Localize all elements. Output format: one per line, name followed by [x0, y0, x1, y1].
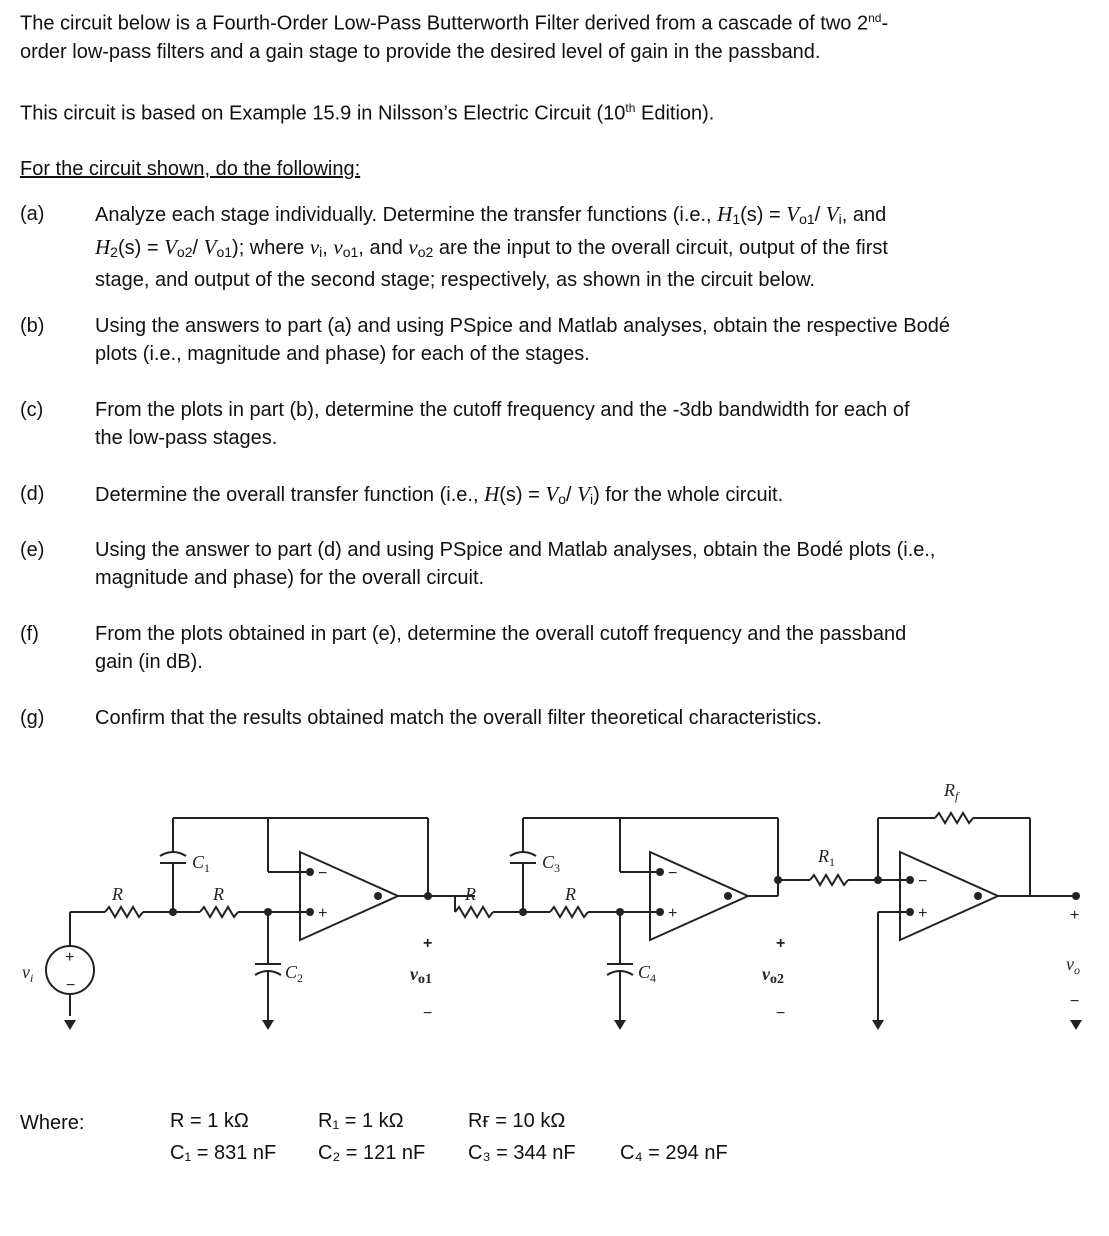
- op-amp-3: [900, 852, 998, 940]
- label-vo: $v_o$: [1066, 954, 1080, 977]
- intro-line-1: The circuit below is a Fourth-Order Low-Pass Butterworth Filter derived from a cascade of two 2nd-: [20, 11, 889, 35]
- node: [724, 892, 732, 900]
- resistor-r1: [810, 875, 848, 885]
- intro: [20, 4, 1080, 183]
- opamp1-plus: +: [318, 905, 328, 922]
- opamp2-minus: −: [668, 865, 678, 882]
- item-text: From the plots in part (b), determine the cutoff frequency and the -3db bandwidth for each of the low-pass stages.: [95, 399, 910, 449]
- item-text: Using the answers to part (a) and using PSpice and Matlab analyses, obtain the respective Bodé plots (i.e., magnitude and phase) for each of the stages.: [95, 315, 950, 365]
- item-label: (c): [20, 399, 44, 421]
- node: [264, 908, 272, 916]
- value-r: R = 1 kΩ: [170, 1110, 249, 1132]
- ground-arrow-c4: [614, 1020, 626, 1030]
- label-r1: $R_1$: [818, 846, 835, 869]
- where-label: Where:: [20, 1112, 85, 1134]
- label-c4: $C_4$: [638, 962, 657, 985]
- item-label: (e): [20, 539, 45, 561]
- vo-minus: −: [1070, 993, 1080, 1010]
- node: [374, 892, 382, 900]
- label-c3: $C_3$: [542, 852, 561, 875]
- label-r: R: [565, 884, 576, 904]
- label-c2: $C_2$: [285, 962, 304, 985]
- item-label: (b): [20, 315, 45, 337]
- intro-line-2: order low-pass filters and a gain stage to provide the desired level of gain in the passband.: [20, 40, 821, 63]
- value-rf: Rғ = 10 kΩ: [468, 1110, 566, 1132]
- item-text: From the plots obtained in part (e), determine the overall cutoff frequency and the passband gain (in dB).: [95, 623, 907, 673]
- node: [656, 908, 664, 916]
- resistor-r-1: [105, 907, 143, 917]
- item-text: Using the answer to part (d) and using PSpice and Matlab analyses, obtain the Bodé plots (i.e., magnitude and phase) for the overall circuit.: [95, 539, 936, 589]
- value-c4: C₄ = 294 nF: [620, 1142, 728, 1164]
- node: [974, 892, 982, 900]
- op-amp-2: [650, 852, 748, 940]
- item-text: Analyze each stage individually. Determine the transfer functions (i.e., $H_1(s) = V_{o1}/$ $V_i$, and $H_2(s) = V_{o2}/$ $V_{o1}$); where $v_i$, $v_{o1}$, and $v_{o2}$ are the input to the overall circuit, output of the first stage, and output of the second stage; respectively, as shown in the circuit below.: [95, 202, 888, 291]
- value-r1: R₁ = 1 kΩ: [318, 1110, 404, 1132]
- opamp2-plus: +: [668, 905, 678, 922]
- resistor-r-2: [200, 907, 238, 917]
- label-vi: $v_i$: [22, 962, 34, 985]
- vo2-plus: +: [776, 935, 786, 952]
- item-label: (d): [20, 483, 45, 505]
- item-label: (g): [20, 707, 45, 729]
- resistor-rf: [935, 813, 973, 823]
- node: [424, 892, 432, 900]
- item-text: Confirm that the results obtained match the overall filter theoretical characteristics.: [95, 707, 822, 729]
- value-c3: C₃ = 344 nF: [468, 1142, 576, 1164]
- resistor-r-3: [455, 907, 493, 917]
- label-r: R: [465, 884, 476, 904]
- output-node: [1072, 892, 1080, 900]
- label-r: R: [112, 884, 123, 904]
- op-amp-1: [300, 852, 398, 940]
- ground-arrow-source: [64, 1020, 76, 1030]
- node: [906, 876, 914, 884]
- node: [306, 908, 314, 916]
- source-minus: −: [66, 977, 76, 994]
- label-rf: $R_f$: [944, 780, 959, 803]
- item-label: (f): [20, 623, 39, 645]
- node: [906, 908, 914, 916]
- label-r: R: [213, 884, 224, 904]
- circuit-diagram: [0, 760, 1109, 1060]
- ground-arrow-stage3: [872, 1020, 884, 1030]
- node: [169, 908, 177, 916]
- node: [306, 868, 314, 876]
- value-c1: C₁ = 831 nF: [170, 1142, 277, 1164]
- capacitor-c3-curve: [510, 852, 536, 856]
- source-plus: +: [65, 949, 75, 966]
- instructions-heading: For the circuit shown, do the following:: [20, 158, 361, 181]
- opamp3-plus: +: [918, 905, 928, 922]
- resistor-r-4: [550, 907, 588, 917]
- vo2-minus: −: [776, 1005, 786, 1022]
- vo1-minus: −: [423, 1005, 433, 1022]
- ground-arrow-c2: [262, 1020, 274, 1030]
- label-c1: $C_1$: [192, 852, 211, 875]
- node: [519, 908, 527, 916]
- node: [656, 868, 664, 876]
- label-vo2: vo2: [762, 964, 784, 987]
- node: [774, 876, 782, 884]
- opamp3-minus: −: [918, 873, 928, 890]
- value-c2: C₂ = 121 nF: [318, 1142, 426, 1164]
- node: [616, 908, 624, 916]
- item-label: (a): [20, 203, 45, 225]
- ground-arrow-output: [1070, 1020, 1082, 1030]
- label-vo1: vo1: [410, 964, 432, 987]
- capacitor-c1-curve: [160, 852, 186, 856]
- node: [874, 876, 882, 884]
- vo1-plus: +: [423, 935, 433, 952]
- intro-source: This circuit is based on Example 15.9 in Nilsson’s Electric Circuit (10th Edition).: [20, 100, 715, 125]
- item-text: Determine the overall transfer function (i.e., $H(s) = V_o/$ $V_i$) for the whole circuit.: [95, 482, 784, 507]
- vo-plus: +: [1070, 907, 1080, 924]
- opamp1-minus: −: [318, 865, 328, 882]
